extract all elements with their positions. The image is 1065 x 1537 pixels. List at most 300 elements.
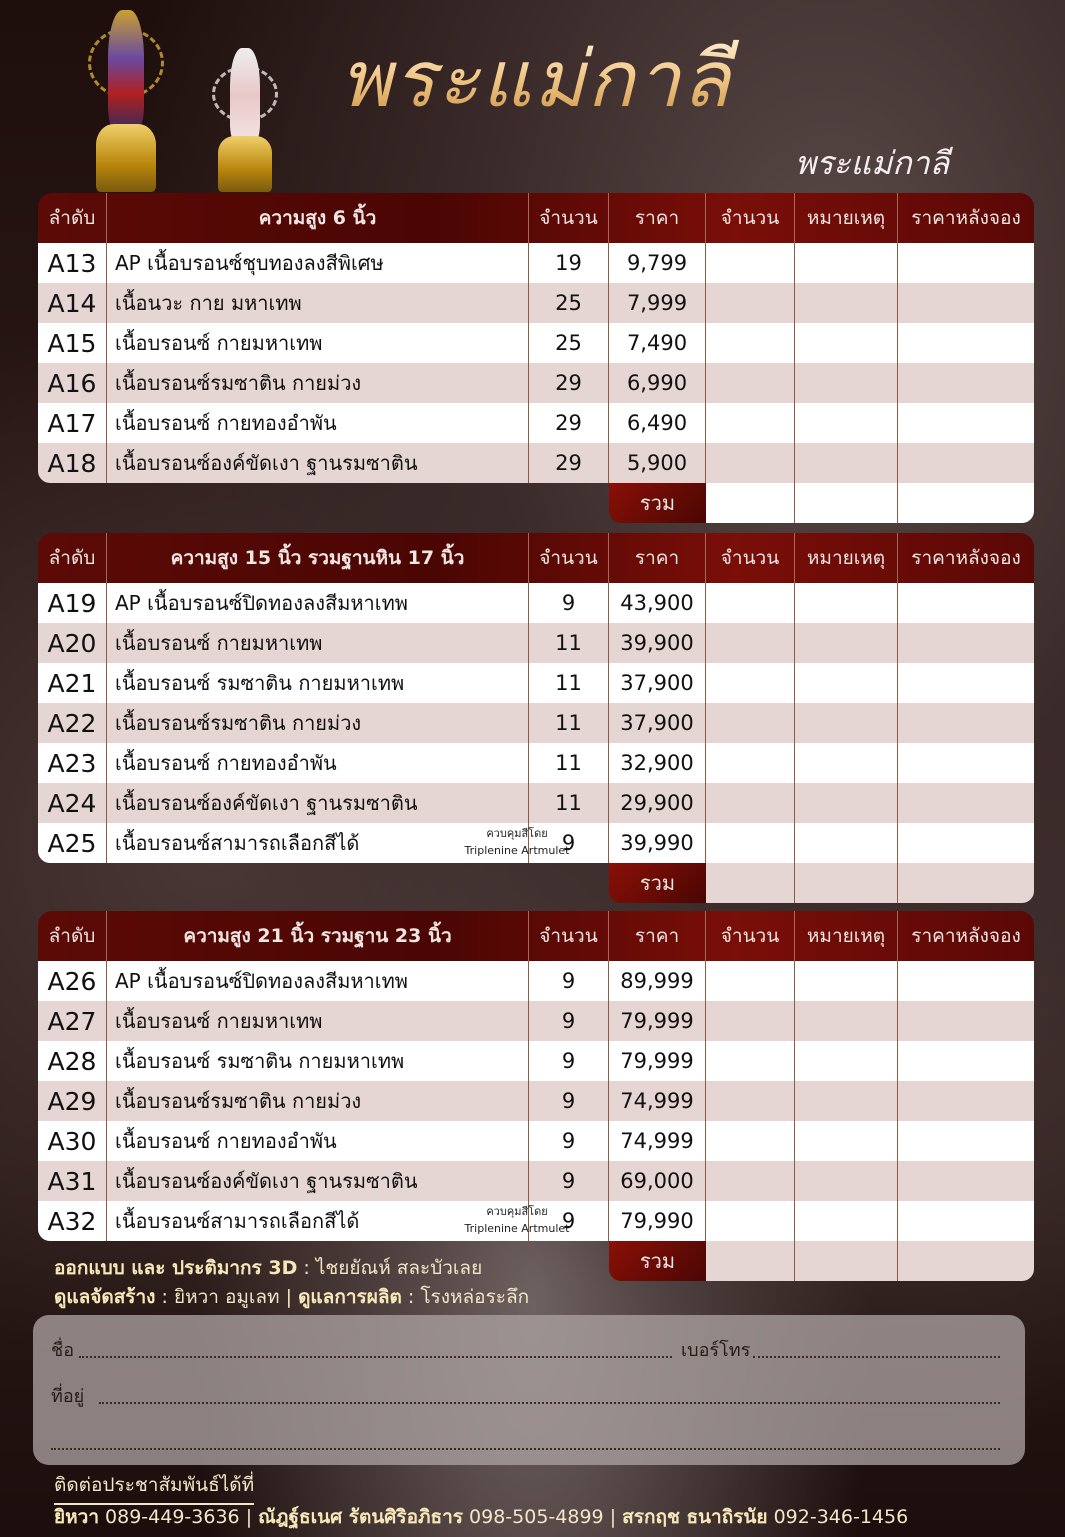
row-note-input[interactable]: [795, 443, 898, 483]
row-price-text: 32,900: [620, 751, 694, 775]
credit-separator: :: [303, 1257, 310, 1279]
statue-figure: [230, 48, 260, 143]
row-code-text: A27: [47, 1006, 97, 1036]
col-header-note: หมายเหตุ: [795, 533, 898, 583]
total-qty-input[interactable]: [706, 1241, 795, 1281]
total-row: [38, 483, 1034, 523]
row-qty: [529, 1121, 609, 1161]
row-qty-text: 9: [561, 1049, 576, 1073]
row-qty-input[interactable]: [706, 783, 795, 823]
row-note-input[interactable]: [795, 1041, 898, 1081]
row-code-text: A21: [47, 668, 97, 698]
row-price: [609, 323, 706, 363]
row-qty: [529, 783, 609, 823]
row-qty-input[interactable]: [706, 623, 795, 663]
row-qty-text: 11: [555, 711, 582, 735]
row-qty-input[interactable]: [706, 1201, 795, 1241]
total-after-price-input[interactable]: [898, 863, 1034, 903]
table-row: [38, 1041, 1034, 1081]
col-header-note: หมายเหตุ: [795, 911, 898, 961]
row-name-text: AP เนื้อบรอนซ์ปิดทองลงสีมหาเทพ: [115, 591, 408, 615]
row-qty: [529, 961, 609, 1001]
name-label: ชื่อ: [51, 1340, 75, 1361]
table-header: [38, 533, 1034, 583]
row-qty: [529, 623, 609, 663]
contact-name: ณัฎฐ์ธเนศ รัตนศิริอภิธาร: [258, 1506, 463, 1528]
row-name-text: เนื้อบรอนซ์สามารถเลือกสีได้: [115, 1209, 360, 1233]
row-price: [609, 743, 706, 783]
row-price-text: 6,990: [626, 371, 688, 395]
row-after-price-input[interactable]: [898, 243, 1034, 283]
row-code-text: A13: [47, 248, 97, 278]
row-name-text: เนื้อบรอนซ์ รมซาติน กายมหาเทพ: [115, 671, 405, 695]
row-note-input[interactable]: [795, 1201, 898, 1241]
total-label: รวม: [609, 1241, 706, 1281]
row-price-text: 69,000: [620, 1169, 694, 1193]
row-qty-text: 9: [561, 969, 576, 993]
row-qty-text: 25: [555, 291, 582, 315]
row-code-text: A29: [47, 1086, 97, 1116]
row-qty: [529, 243, 609, 283]
row-note-input[interactable]: [795, 783, 898, 823]
price-table-6-inch: [38, 193, 1034, 523]
row-note-input[interactable]: [795, 1001, 898, 1041]
table-header: [38, 193, 1034, 243]
contact-name: สรกฤช ธนาถิรนัย: [622, 1506, 768, 1528]
row-name: [107, 1081, 529, 1121]
row-qty-input[interactable]: [706, 823, 795, 863]
total-label: รวม: [609, 863, 706, 903]
credit-produce-value: โรงหล่อระลึก: [420, 1286, 530, 1308]
row-name: [107, 363, 529, 403]
table-row: [38, 663, 1034, 703]
table-row: [38, 363, 1034, 403]
row-price-text: 6,490: [626, 411, 688, 435]
color-control-note-line2: Triplenine Artmulet: [464, 844, 570, 857]
row-name: [107, 823, 570, 863]
row-qty-text: 9: [561, 1089, 576, 1113]
contact-phone[interactable]: 098-505-4899: [469, 1506, 604, 1528]
row-price-text: 79,999: [620, 1049, 694, 1073]
row-note-input[interactable]: [795, 743, 898, 783]
row-after-price-input[interactable]: [898, 663, 1034, 703]
row-qty-input[interactable]: [706, 703, 795, 743]
total-qty-input[interactable]: [706, 483, 795, 523]
row-note-input[interactable]: [795, 363, 898, 403]
row-code-text: A15: [47, 328, 97, 358]
row-after-price-input[interactable]: [898, 783, 1034, 823]
row-code-text: A23: [47, 748, 97, 778]
row-price: [609, 1201, 706, 1241]
col-header-qty: จำนวน: [529, 911, 609, 961]
row-price: [609, 703, 706, 743]
row-price: [609, 1001, 706, 1041]
row-after-price-input[interactable]: [898, 1201, 1034, 1241]
row-code: [38, 623, 107, 663]
row-code: [38, 363, 107, 403]
row-name: [107, 783, 529, 823]
row-name-text: เนื้อบรอนซ์สามารถเลือกสีได้: [115, 831, 360, 855]
row-price-text: 79,990: [620, 1209, 694, 1233]
page-subtitle: พระแม่กาลี: [795, 144, 950, 182]
row-note-input[interactable]: [795, 703, 898, 743]
table-row: [38, 961, 1034, 1001]
row-code-text: A30: [47, 1126, 97, 1156]
row-note-input[interactable]: [795, 961, 898, 1001]
price-table-21-inch: [38, 911, 1034, 1285]
row-note-input[interactable]: [795, 663, 898, 703]
total-after-price-input[interactable]: [898, 1241, 1034, 1281]
price-table-15-inch: [38, 533, 1034, 903]
row-name-text: เนื้อบรอนซ์องค์ขัดเงา ฐานรมซาติน: [115, 1169, 418, 1193]
row-price: [609, 363, 706, 403]
row-after-price-input[interactable]: [898, 1041, 1034, 1081]
row-note-input[interactable]: [795, 1121, 898, 1161]
row-qty-text: 9: [561, 591, 576, 615]
row-name: [107, 1041, 529, 1081]
contact-line: [54, 1502, 908, 1532]
row-price: [609, 961, 706, 1001]
row-qty-text: 9: [561, 1169, 576, 1193]
row-code-text: A28: [47, 1046, 97, 1076]
row-price: [609, 443, 706, 483]
row-price: [609, 243, 706, 283]
contact-pipe: |: [609, 1506, 617, 1528]
name-field[interactable]: [79, 1356, 672, 1358]
row-qty-input[interactable]: [706, 1161, 795, 1201]
col-header-qty2: จำนวน: [706, 911, 795, 961]
row-after-price-input[interactable]: [898, 961, 1034, 1001]
row-qty-input[interactable]: [706, 583, 795, 623]
row-code: [38, 1041, 107, 1081]
row-after-price-input[interactable]: [898, 283, 1034, 323]
row-note-input[interactable]: [795, 1081, 898, 1121]
credit-design-label: ออกแบบ และ ประติมากร 3D: [54, 1257, 298, 1279]
row-qty: [529, 703, 609, 743]
row-name-text: เนื้อบรอนซ์ กายมหาเทพ: [115, 631, 323, 655]
row-after-price-input[interactable]: [898, 703, 1034, 743]
col-header-after-price: ราคาหลังจอง: [911, 925, 1021, 947]
statue-base: [218, 136, 272, 192]
row-qty-text: 29: [555, 451, 582, 475]
order-form: [33, 1315, 1025, 1465]
table-row: [38, 243, 1034, 283]
row-name: [107, 1201, 570, 1241]
col-header-qty2: จำนวน: [706, 193, 795, 243]
table-row: [38, 783, 1034, 823]
row-code: [38, 283, 107, 323]
row-code: [38, 443, 107, 483]
row-qty: [529, 363, 609, 403]
row-code-text: A22: [47, 708, 97, 738]
row-qty: [529, 1161, 609, 1201]
row-code: [38, 663, 107, 703]
row-code-text: A14: [47, 288, 97, 318]
col-header-note: หมายเหตุ: [795, 193, 898, 243]
row-name: [107, 243, 529, 283]
row-name: [107, 443, 529, 483]
credit-pipe: |: [285, 1286, 293, 1308]
col-header-price: ราคา: [609, 193, 706, 243]
row-name-text: เนื้อบรอนซ์รมซาติน กายม่วง: [115, 711, 362, 735]
row-name: [107, 1161, 529, 1201]
row-price: [609, 783, 706, 823]
row-name: [107, 1121, 529, 1161]
row-code: [38, 1121, 107, 1161]
row-code: [38, 1161, 107, 1201]
row-qty: [529, 443, 609, 483]
row-name-text: เนื้อบรอนซ์องค์ขัดเงา ฐานรมซาติน: [115, 791, 418, 815]
row-name-text: เนื้อบรอนซ์องค์ขัดเงา ฐานรมซาติน: [115, 451, 418, 475]
total-row: [38, 863, 1034, 903]
page-title: พระแม่กาลี: [340, 30, 1020, 130]
row-price-text: 89,999: [620, 969, 694, 993]
row-name-text: เนื้อบรอนซ์รมซาติน กายม่วง: [115, 371, 362, 395]
row-qty: [529, 663, 609, 703]
row-qty: [529, 1201, 609, 1241]
col-header-after-price: ราคาหลังจอง: [911, 547, 1021, 569]
phone-label: เบอร์โทร: [681, 1340, 751, 1361]
row-after-price-input[interactable]: [898, 323, 1034, 363]
row-note-input[interactable]: [795, 583, 898, 623]
row-price-text: 39,900: [620, 631, 694, 655]
row-price: [609, 663, 706, 703]
row-price-text: 9,799: [626, 251, 688, 275]
row-qty-text: 11: [555, 631, 582, 655]
row-qty-text: 29: [555, 371, 582, 395]
kali-statue-image-dark: [86, 10, 166, 192]
row-price-text: 37,900: [620, 711, 694, 735]
row-name: [107, 323, 529, 363]
row-name-text: เนื้อบรอนซ์ กายมหาเทพ: [115, 1009, 323, 1033]
row-name: [107, 623, 529, 663]
table-row: [38, 1081, 1034, 1121]
row-name: [107, 703, 529, 743]
row-code: [38, 323, 107, 363]
row-code: [38, 243, 107, 283]
row-qty: [529, 1081, 609, 1121]
row-code: [38, 703, 107, 743]
col-header-order: ลำดับ: [38, 911, 107, 961]
row-qty-input[interactable]: [706, 1041, 795, 1081]
contact-phone[interactable]: 089-449-3636: [105, 1506, 240, 1528]
row-qty-input[interactable]: [706, 1121, 795, 1161]
row-qty-input[interactable]: [706, 443, 795, 483]
row-qty-input[interactable]: [706, 243, 795, 283]
color-control-note-line1: ควบคุมสีโดย: [486, 1205, 548, 1218]
row-qty-text: 11: [555, 671, 582, 695]
row-after-price-input[interactable]: [898, 1121, 1034, 1161]
total-note-input[interactable]: [795, 483, 898, 523]
row-name-text: เนื้อบรอนซ์ กายทองอำพัน: [115, 751, 337, 775]
table-row: [38, 323, 1034, 363]
row-price: [609, 1081, 706, 1121]
row-qty-input[interactable]: [706, 743, 795, 783]
table-header: [38, 911, 1034, 961]
row-note-input[interactable]: [795, 283, 898, 323]
credit-separator: :: [161, 1286, 168, 1308]
table-row: [38, 283, 1034, 323]
col-header-qty2: จำนวน: [706, 533, 795, 583]
row-name: [107, 583, 529, 623]
table-row: [38, 703, 1034, 743]
row-price-text: 5,900: [626, 451, 688, 475]
row-qty-text: 9: [561, 831, 576, 855]
row-code: [38, 403, 107, 443]
col-header-title: ความสูง 6 นิ้ว: [107, 193, 529, 243]
table-row: [38, 1121, 1034, 1161]
row-code: [38, 823, 107, 863]
row-note-input[interactable]: [795, 1161, 898, 1201]
credit-separator: :: [407, 1286, 415, 1308]
row-price: [609, 583, 706, 623]
col-header-order: ลำดับ: [38, 533, 107, 583]
row-name-text: AP เนื้อบรอนซ์ชุบทองลงสีพิเศษ: [115, 251, 384, 275]
row-code: [38, 1201, 107, 1241]
row-code-text: A19: [47, 588, 97, 618]
total-qty-input[interactable]: [706, 863, 795, 903]
row-price: [609, 403, 706, 443]
col-header-order: ลำดับ: [38, 193, 107, 243]
col-header-qty: จำนวน: [529, 533, 609, 583]
row-price: [609, 1041, 706, 1081]
contact-title: ติดต่อประชาสัมพันธ์ได้ที่: [54, 1470, 254, 1505]
row-note-input[interactable]: [795, 403, 898, 443]
row-after-price-input[interactable]: [898, 1081, 1034, 1121]
row-price: [609, 283, 706, 323]
row-after-price-input[interactable]: [898, 823, 1034, 863]
row-name-text: เนื้อนวะ กาย มหาเทพ: [115, 291, 302, 315]
row-code-text: A18: [47, 448, 97, 478]
row-code: [38, 961, 107, 1001]
row-price-text: 79,999: [620, 1009, 694, 1033]
total-after-price-input[interactable]: [898, 483, 1034, 523]
total-note-input[interactable]: [795, 863, 898, 903]
row-qty-text: 9: [561, 1209, 576, 1233]
row-after-price-input[interactable]: [898, 623, 1034, 663]
row-note-input[interactable]: [795, 323, 898, 363]
row-name: [107, 663, 529, 703]
row-qty-text: 19: [555, 251, 582, 275]
row-qty-input[interactable]: [706, 283, 795, 323]
row-code-text: A17: [47, 408, 97, 438]
col-header-qty: จำนวน: [529, 193, 609, 243]
row-qty: [529, 1001, 609, 1041]
row-qty-input[interactable]: [706, 961, 795, 1001]
credit-design-value: ไชยยัณห์ สละบัวเลย: [315, 1257, 483, 1279]
row-code-text: A24: [47, 788, 97, 818]
total-label: รวม: [609, 483, 706, 523]
row-qty: [529, 1041, 609, 1081]
row-code-text: A20: [47, 628, 97, 658]
row-name: [107, 961, 529, 1001]
row-code-text: A32: [47, 1206, 97, 1236]
table-row: [38, 1001, 1034, 1041]
row-note-input[interactable]: [795, 823, 898, 863]
row-price: [609, 1121, 706, 1161]
row-price: [609, 623, 706, 663]
row-price-text: 74,999: [620, 1089, 694, 1113]
row-qty-input[interactable]: [706, 323, 795, 363]
row-code: [38, 1081, 107, 1121]
row-code-text: A31: [47, 1166, 97, 1196]
row-name-text: AP เนื้อบรอนซ์ปิดทองลงสีมหาเทพ: [115, 969, 408, 993]
row-after-price-input[interactable]: [898, 363, 1034, 403]
row-after-price-input[interactable]: [898, 403, 1034, 443]
row-qty: [529, 583, 609, 623]
row-price-text: 39,990: [620, 831, 694, 855]
row-qty-text: 9: [561, 1129, 576, 1153]
credits: [54, 1254, 529, 1312]
row-qty: [529, 743, 609, 783]
statue-figure: [108, 10, 144, 130]
row-name-text: เนื้อบรอนซ์ รมซาติน กายมหาเทพ: [115, 1049, 405, 1073]
row-name: [107, 1001, 529, 1041]
row-name-text: เนื้อบรอนซ์รมซาติน กายม่วง: [115, 1089, 362, 1113]
contact-name: ยิหวา: [54, 1506, 99, 1528]
row-code: [38, 1001, 107, 1041]
row-name-text: เนื้อบรอนซ์ กายทองอำพัน: [115, 411, 337, 435]
credit-build-label: ดูแลจัดสร้าง: [54, 1286, 156, 1308]
row-note-input[interactable]: [795, 623, 898, 663]
total-note-input[interactable]: [795, 1241, 898, 1281]
col-header-price: ราคา: [609, 533, 706, 583]
row-qty-input[interactable]: [706, 403, 795, 443]
table-row: [38, 1161, 1034, 1201]
credit-build-line: [54, 1283, 529, 1312]
col-header-price: ราคา: [609, 911, 706, 961]
address-field-line-2[interactable]: [51, 1448, 1000, 1450]
row-price-text: 29,900: [620, 791, 694, 815]
row-qty: [529, 403, 609, 443]
row-price-text: 7,999: [626, 291, 688, 315]
credit-build-value: ยิหวา อมูเลท: [173, 1286, 280, 1308]
kali-statue-image-silver: [210, 48, 280, 192]
row-qty-input[interactable]: [706, 1081, 795, 1121]
color-control-note-line2: Triplenine Artmulet: [464, 1222, 570, 1235]
col-header-title: ความสูง 21 นิ้ว รวมฐาน 23 นิ้ว: [107, 911, 529, 961]
credit-design-line: [54, 1254, 529, 1283]
row-qty-text: 29: [555, 411, 582, 435]
row-code: [38, 783, 107, 823]
row-name: [107, 403, 529, 443]
contact-phone[interactable]: 092-346-1456: [773, 1506, 909, 1528]
row-price: [609, 823, 706, 863]
row-after-price-input[interactable]: [898, 1161, 1034, 1201]
row-name: [107, 743, 529, 783]
row-qty-input[interactable]: [706, 1001, 795, 1041]
row-price-text: 74,999: [620, 1129, 694, 1153]
row-qty: [529, 323, 609, 363]
row-qty-input[interactable]: [706, 663, 795, 703]
col-header-after-price: ราคาหลังจอง: [911, 207, 1021, 229]
row-price-text: 37,900: [620, 671, 694, 695]
row-after-price-input[interactable]: [898, 743, 1034, 783]
row-qty-input[interactable]: [706, 363, 795, 403]
row-note-input[interactable]: [795, 243, 898, 283]
address-label: ที่อยู่: [51, 1386, 85, 1407]
phone-field[interactable]: [753, 1356, 1000, 1358]
row-after-price-input[interactable]: [898, 583, 1034, 623]
row-after-price-input[interactable]: [898, 443, 1034, 483]
row-code: [38, 743, 107, 783]
row-name-text: เนื้อบรอนซ์ กายมหาเทพ: [115, 331, 323, 355]
row-code: [38, 583, 107, 623]
row-after-price-input[interactable]: [898, 1001, 1034, 1041]
table-row: [38, 443, 1034, 483]
col-header-title: ความสูง 15 นิ้ว รวมฐานหิน 17 นิ้ว: [107, 533, 529, 583]
address-field[interactable]: [99, 1402, 1000, 1404]
